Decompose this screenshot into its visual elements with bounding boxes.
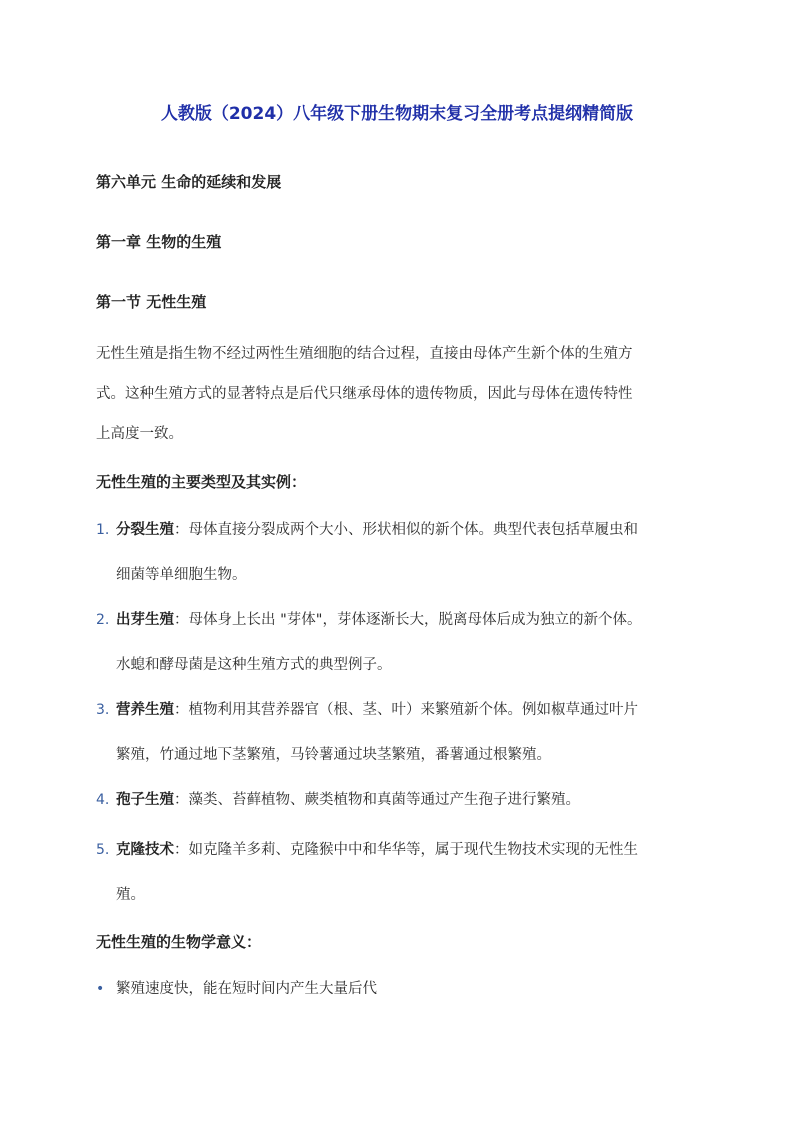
list-text: ：母体身上长出 "芽体"，芽体逐渐长大，脱离母体后成为独立的新个体。 bbox=[174, 612, 642, 628]
significance-heading: 无性生殖的生物学意义： bbox=[96, 933, 262, 951]
list-item bbox=[96, 508, 706, 598]
list-term: 营养生殖 bbox=[116, 702, 174, 718]
list-item bbox=[96, 688, 706, 778]
list-item bbox=[96, 828, 706, 918]
list-text: ：如克隆羊多莉、克隆猴中中和华华等，属于现代生物技术实现的无性生 bbox=[174, 842, 638, 858]
intro-line: 上高度一致。 bbox=[96, 426, 183, 442]
list-number: 2. bbox=[96, 612, 110, 628]
intro-line: 无性生殖是指生物不经过两性生殖细胞的结合过程，直接由母体产生新个体的生殖方 bbox=[96, 346, 633, 362]
list-text: 繁殖，竹通过地下茎繁殖，马铃薯通过块茎繁殖，番薯通过根繁殖。 bbox=[116, 747, 551, 763]
list-text: ：藻类、苔藓植物、蕨类植物和真菌等通过产生孢子进行繁殖。 bbox=[174, 792, 580, 808]
list-term: 出芽生殖 bbox=[116, 612, 174, 628]
list-text: 殖。 bbox=[116, 887, 145, 903]
section-heading: 第一节 无性生殖 bbox=[96, 293, 207, 311]
list-text: ：母体直接分裂成两个大小、形状相似的新个体。典型代表包括草履虫和 bbox=[174, 522, 638, 538]
types-heading: 无性生殖的主要类型及其实例： bbox=[96, 473, 307, 491]
list-text: 水螅和酵母菌是这种生殖方式的典型例子。 bbox=[116, 657, 392, 673]
list-text: 细菌等单细胞生物。 bbox=[116, 567, 247, 583]
list-number: 4. bbox=[96, 792, 110, 808]
list-number: 5. bbox=[96, 842, 110, 858]
list-term: 孢子生殖 bbox=[116, 792, 174, 808]
chapter-heading: 第一章 生物的生殖 bbox=[96, 233, 222, 251]
list-text: ：植物利用其营养器官（根、茎、叶）来繁殖新个体。例如椒草通过叶片 bbox=[174, 702, 638, 718]
intro-paragraph bbox=[96, 334, 696, 454]
bullet-item bbox=[96, 967, 706, 1012]
list-number: 3. bbox=[96, 702, 110, 718]
intro-line: 式。这种生殖方式的显著特点是后代只继承母体的遗传物质，因此与母体在遗传特性 bbox=[96, 386, 633, 402]
unit-heading: 第六单元 生命的延续和发展 bbox=[96, 173, 282, 191]
list-item bbox=[96, 778, 706, 823]
bullet-text: 繁殖速度快，能在短时间内产生大量后代 bbox=[116, 981, 377, 997]
list-item bbox=[96, 598, 706, 688]
list-term: 分裂生殖 bbox=[116, 522, 174, 538]
list-number: 1. bbox=[96, 522, 110, 538]
document-title: 人教版（2024）八年级下册生物期末复习全册考点提纲精简版 bbox=[160, 104, 634, 124]
list-term: 克隆技术 bbox=[116, 842, 174, 858]
bullet-icon: • bbox=[96, 981, 105, 997]
